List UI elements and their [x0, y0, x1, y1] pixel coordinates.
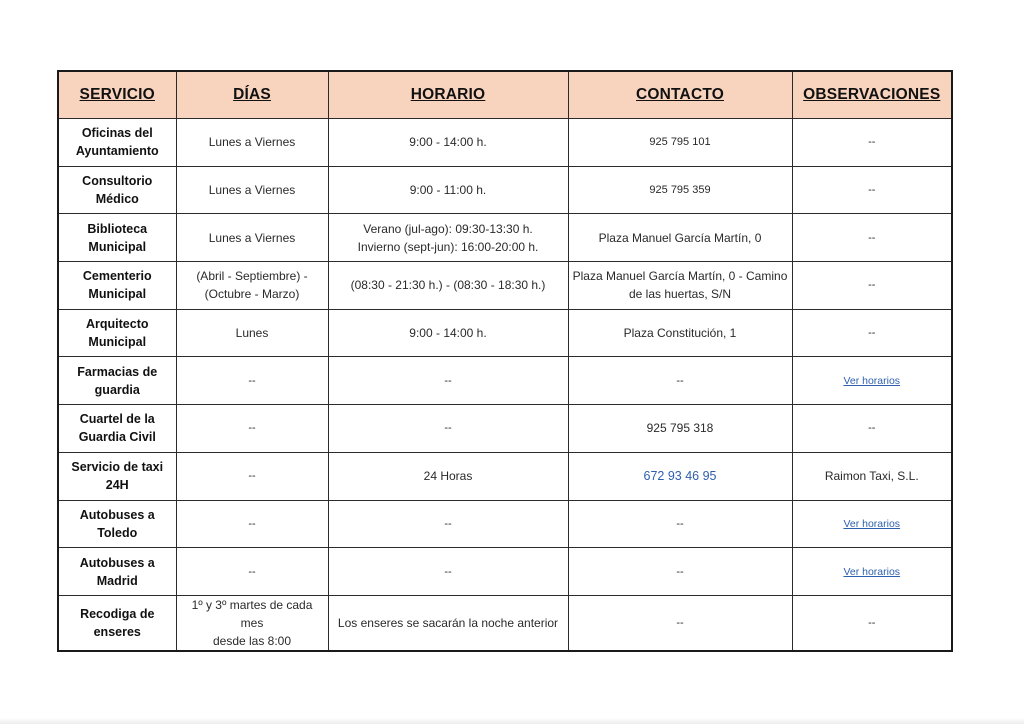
table-row — [58, 405, 952, 453]
notes-cell: -- — [792, 595, 952, 651]
header-servicio: SERVICIO — [58, 71, 176, 119]
contact-cell: -- — [568, 500, 792, 548]
service-name: Biblioteca Municipal — [58, 214, 176, 262]
schedule-cell: 9:00 - 11:00 h. — [328, 166, 568, 214]
contact-cell — [568, 452, 792, 500]
days-line: (Octubre - Marzo) — [204, 287, 300, 302]
days-cell: -- — [176, 357, 328, 405]
contact-cell: -- — [568, 548, 792, 596]
services-table — [57, 70, 953, 652]
days-cell: -- — [176, 405, 328, 453]
schedule-cell: -- — [328, 548, 568, 596]
notes-cell: -- — [792, 405, 952, 453]
header-horario: HORARIO — [328, 71, 568, 119]
service-name: Cuartel de la Guardia Civil — [58, 405, 176, 453]
notes-cell: -- — [792, 262, 952, 310]
schedule-cell — [328, 214, 568, 262]
days-cell — [176, 262, 328, 310]
service-name: Arquitecto Municipal — [58, 309, 176, 357]
service-name: Cementerio Municipal — [58, 262, 176, 310]
days-cell: Lunes a Viernes — [176, 119, 328, 167]
contact-cell — [568, 262, 792, 310]
contact-cell: -- — [568, 595, 792, 651]
contact-cell: -- — [568, 357, 792, 405]
notes-cell — [792, 548, 952, 596]
days-cell: -- — [176, 500, 328, 548]
schedule-cell: -- — [328, 357, 568, 405]
days-line: desde las 8:00 — [212, 633, 292, 648]
header-observaciones: OBSERVACIONES — [792, 71, 952, 119]
service-name: Autobuses a Madrid — [58, 548, 176, 596]
days-cell: -- — [176, 452, 328, 500]
schedule-cell: -- — [328, 405, 568, 453]
notes-cell: Raimon Taxi, S.L. — [792, 452, 952, 500]
contact-cell: 925 795 101 — [568, 119, 792, 167]
table-row — [58, 166, 952, 214]
header-contacto: CONTACTO — [568, 71, 792, 119]
schedule-line: Verano (jul-ago): 09:30-13:30 h. — [363, 221, 533, 236]
ver-horarios-madrid-link[interactable]: Ver horarios — [843, 566, 901, 579]
notes-cell: -- — [792, 119, 952, 167]
days-line: (Abril - Septiembre) - — [196, 269, 308, 284]
header-dias: DÍAS — [176, 71, 328, 119]
table-row — [58, 500, 952, 548]
schedule-cell: 9:00 - 14:00 h. — [328, 119, 568, 167]
table-row — [58, 452, 952, 500]
days-line: 1º y 3º martes de cada mes — [191, 597, 313, 630]
table-row — [58, 214, 952, 262]
contact-cell: Plaza Constitución, 1 — [568, 309, 792, 357]
days-cell: -- — [176, 548, 328, 596]
days-cell: Lunes a Viernes — [176, 214, 328, 262]
table-row — [58, 357, 952, 405]
contact-line: Plaza Manuel García Martín, 0 - Camino — [572, 269, 788, 284]
notes-cell — [792, 357, 952, 405]
table-row — [58, 262, 952, 310]
schedule-cell: (08:30 - 21:30 h.) - (08:30 - 18:30 h.) — [328, 262, 568, 310]
schedule-cell: Los enseres se sacarán la noche anterior — [328, 595, 568, 651]
schedule-line: Invierno (sept-jun): 16:00-20:00 h. — [357, 239, 539, 254]
contact-cell: 925 795 318 — [568, 405, 792, 453]
table-row — [58, 548, 952, 596]
notes-cell: -- — [792, 214, 952, 262]
service-name: Recodiga de enseres — [58, 595, 176, 651]
table-row — [58, 119, 952, 167]
contact-line: de las huertas, S/N — [628, 287, 732, 302]
notes-cell — [792, 500, 952, 548]
notes-cell: -- — [792, 309, 952, 357]
table-row — [58, 309, 952, 357]
contact-cell: 925 795 359 — [568, 166, 792, 214]
page-bottom-edge — [0, 718, 1024, 724]
service-name: Autobuses a Toledo — [58, 500, 176, 548]
notes-cell: -- — [792, 166, 952, 214]
header-row — [58, 71, 952, 119]
ver-horarios-farmacias-link[interactable]: Ver horarios — [843, 375, 901, 388]
taxi-phone-link[interactable]: 672 93 46 95 — [643, 469, 717, 484]
contact-cell: Plaza Manuel García Martín, 0 — [568, 214, 792, 262]
days-cell: Lunes a Viernes — [176, 166, 328, 214]
table-row — [58, 595, 952, 651]
service-name: Oficinas del Ayuntamiento — [58, 119, 176, 167]
schedule-cell: 9:00 - 14:00 h. — [328, 309, 568, 357]
schedule-cell: -- — [328, 500, 568, 548]
ver-horarios-toledo-link[interactable]: Ver horarios — [843, 518, 901, 531]
days-cell — [176, 595, 328, 651]
service-name: Farmacias de guardia — [58, 357, 176, 405]
schedule-cell: 24 Horas — [328, 452, 568, 500]
service-name: Consultorio Médico — [58, 166, 176, 214]
days-cell: Lunes — [176, 309, 328, 357]
service-name: Servicio de taxi 24H — [58, 452, 176, 500]
